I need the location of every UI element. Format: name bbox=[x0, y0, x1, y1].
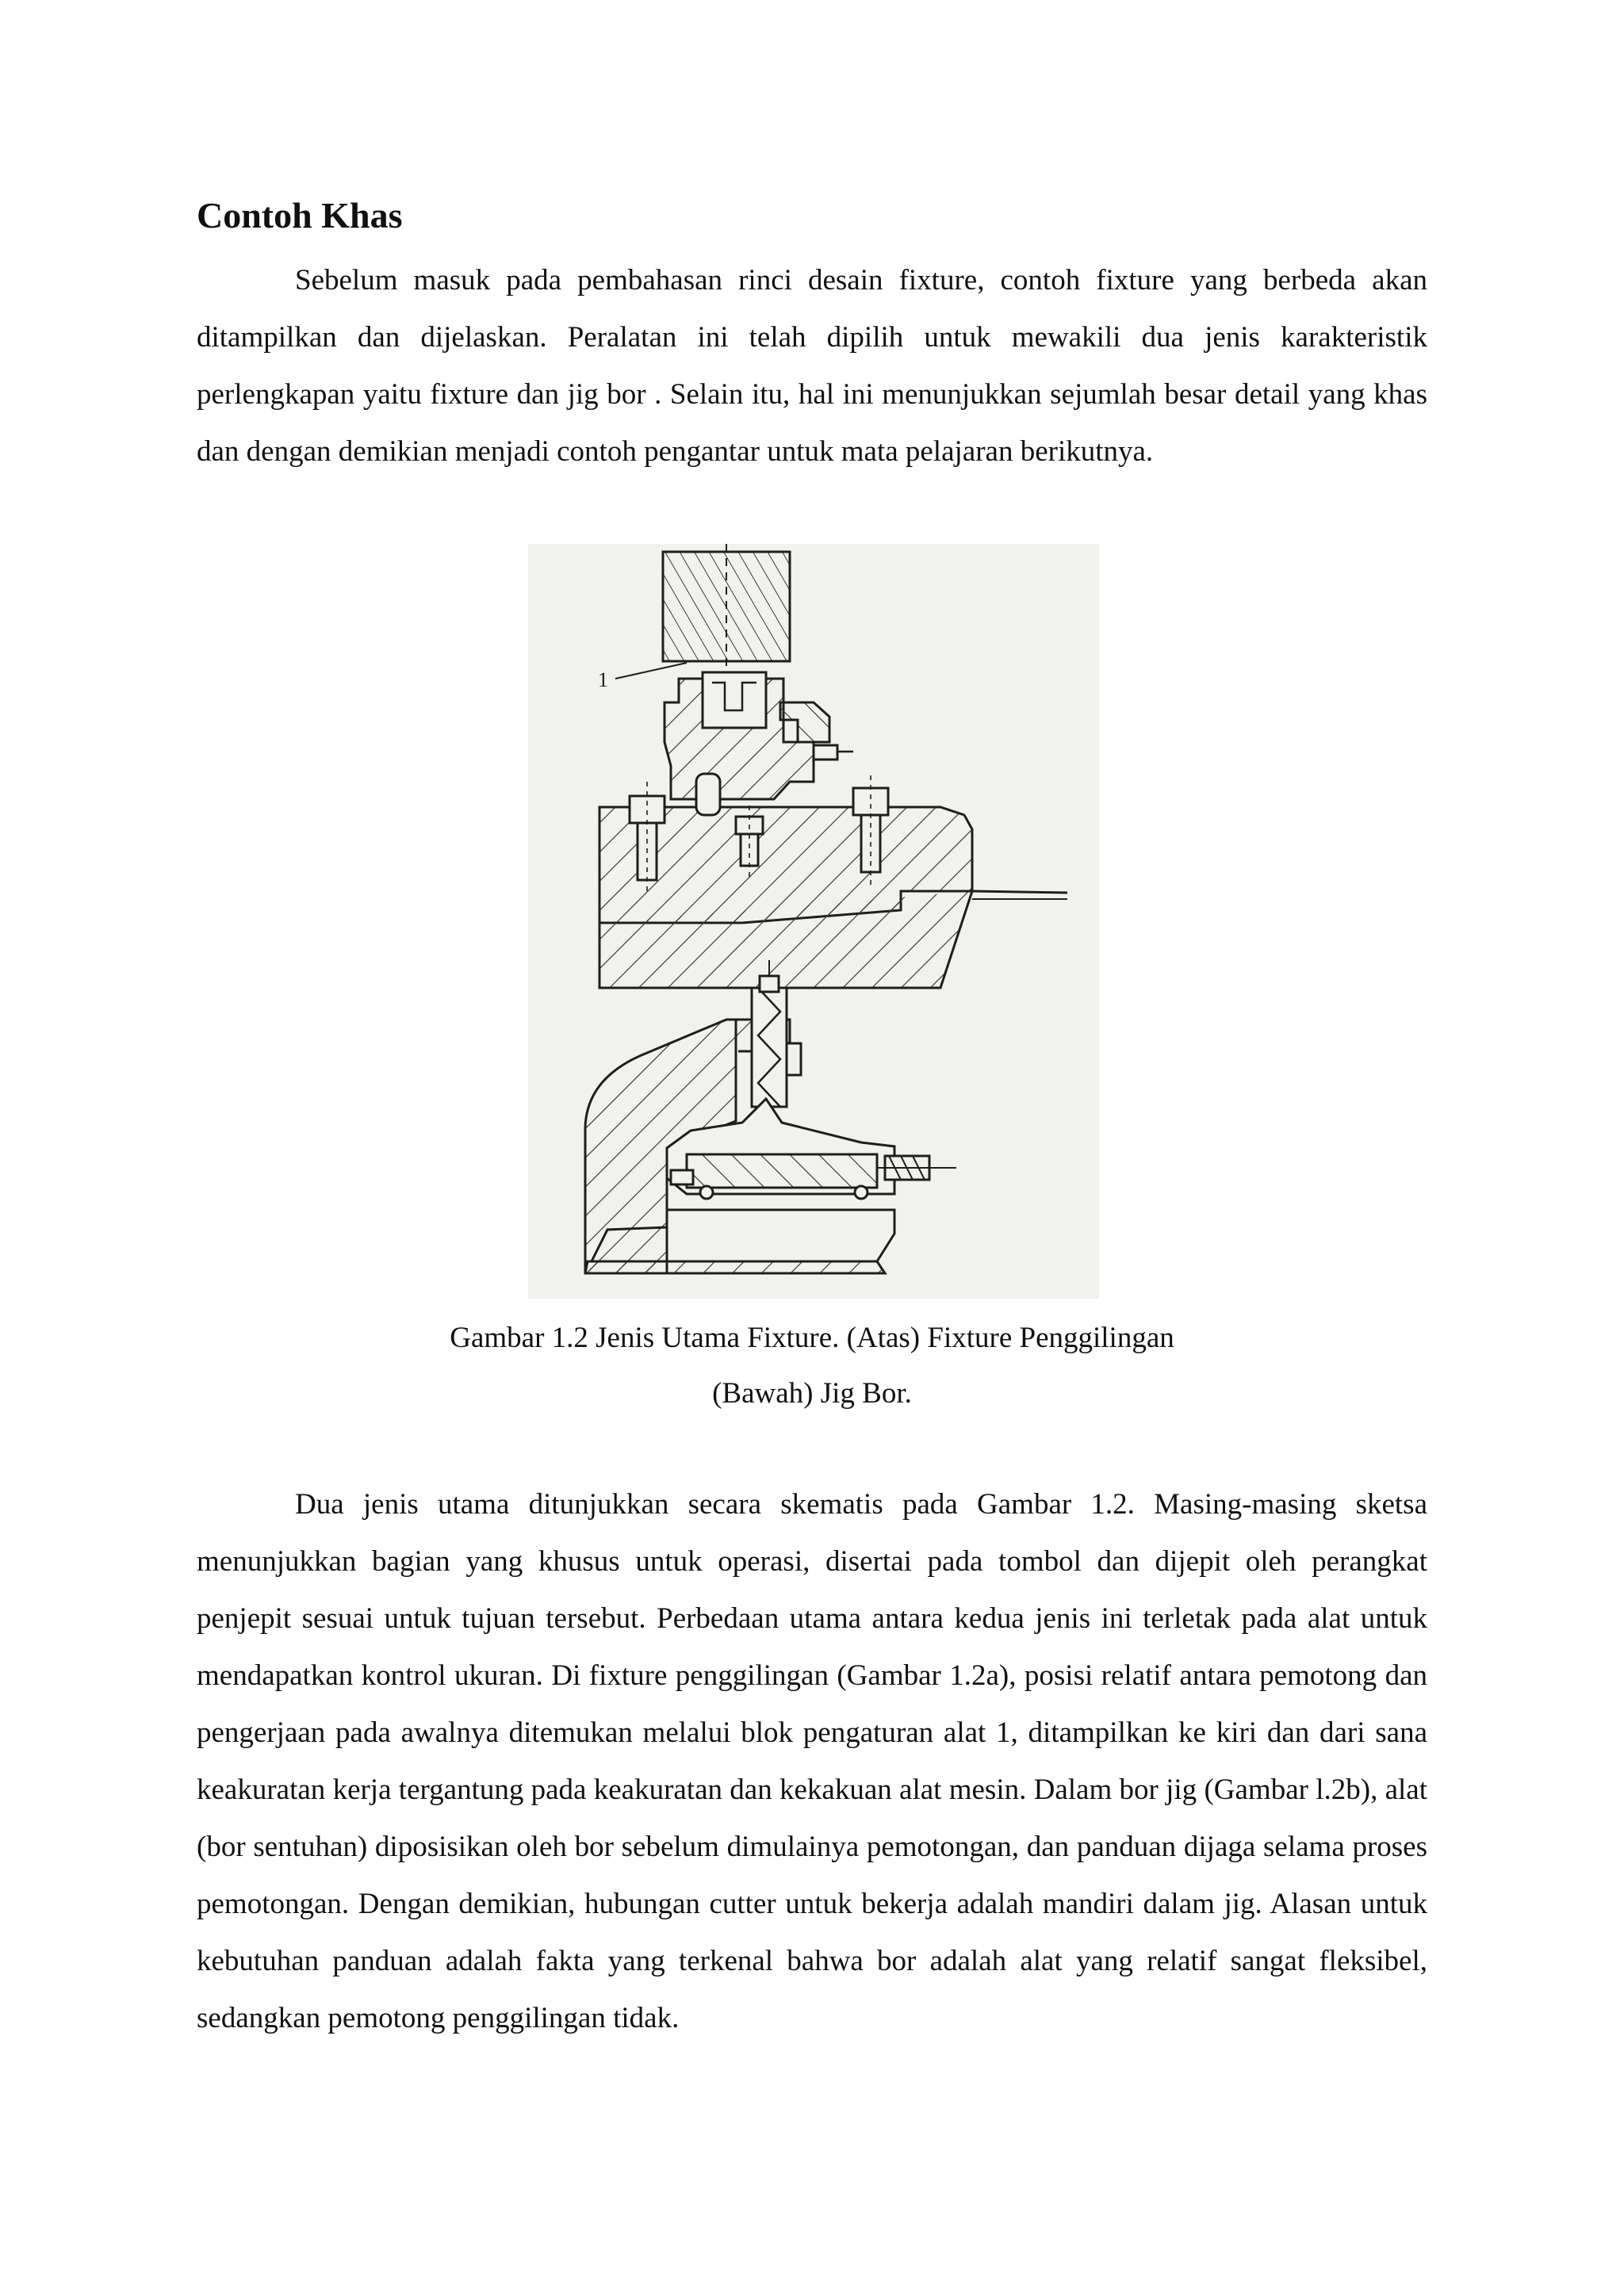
fixture-figure bbox=[528, 544, 1099, 1299]
figure-caption-line-2: (Bawah) Jig Bor. bbox=[712, 1377, 912, 1410]
section-heading: Contoh Khas bbox=[197, 195, 403, 235]
intro-paragraph: Sebelum masuk pada pembahasan rinci desain fixture, contoh fixture yang berbeda akan ditampilkan dan dijelaskan. Peralatan ini telah dipilih untuk mewakili dua jenis karakteristik perlengkapan yaitu fixture dan jig bor . Selain itu, hal ini menunjukkan sejumlah besar detail yang khas dan dengan demikian menjadi contoh pengantar untuk mata pelajaran berikutnya. bbox=[197, 264, 1427, 468]
milling-fixture-drawing bbox=[598, 544, 1067, 988]
body-paragraph: Dua jenis utama ditunjukkan secara skematis pada Gambar 1.2. Masing-masing sketsa menunjukkan bagian yang khusus untuk operasi, disertai pada tombol dan dijepit oleh perangkat penjepit sesuai untuk tujuan tersebut. Perbedaan utama antara kedua jenis ini terletak pada alat untuk mendapatkan kontrol ukuran. Di fixture penggilingan (Gambar 1.2a), posisi relatif antara pemotong dan pengerjaan pada awalnya ditemukan melalui blok pengaturan alat 1, ditampilkan ke kiri dan dari sana keakuratan kerja tergantung pada keakuratan dan kekakuan alat mesin. Dalam bor jig (Gambar l.2b), alat (bor sentuhan) diposisikan oleh bor sebelum dimulainya pemotongan, dan panduan dijaga selama proses pemotongan. Dengan demikian, hubungan cutter untuk bekerja adalah mandiri dalam jig. Alasan untuk kebutuhan panduan adalah fakta yang terkenal bahwa bor adalah alat yang relatif sangat fleksibel, sedangkan pemotong penggilingan tidak. bbox=[197, 1488, 1427, 2034]
figure-caption-line-1: Gambar 1.2 Jenis Utama Fixture. (Atas) Fixture Penggilingan bbox=[450, 1322, 1174, 1354]
tool-setting-block-label: 1 bbox=[598, 668, 608, 691]
drill-jig-drawing bbox=[585, 960, 956, 1273]
